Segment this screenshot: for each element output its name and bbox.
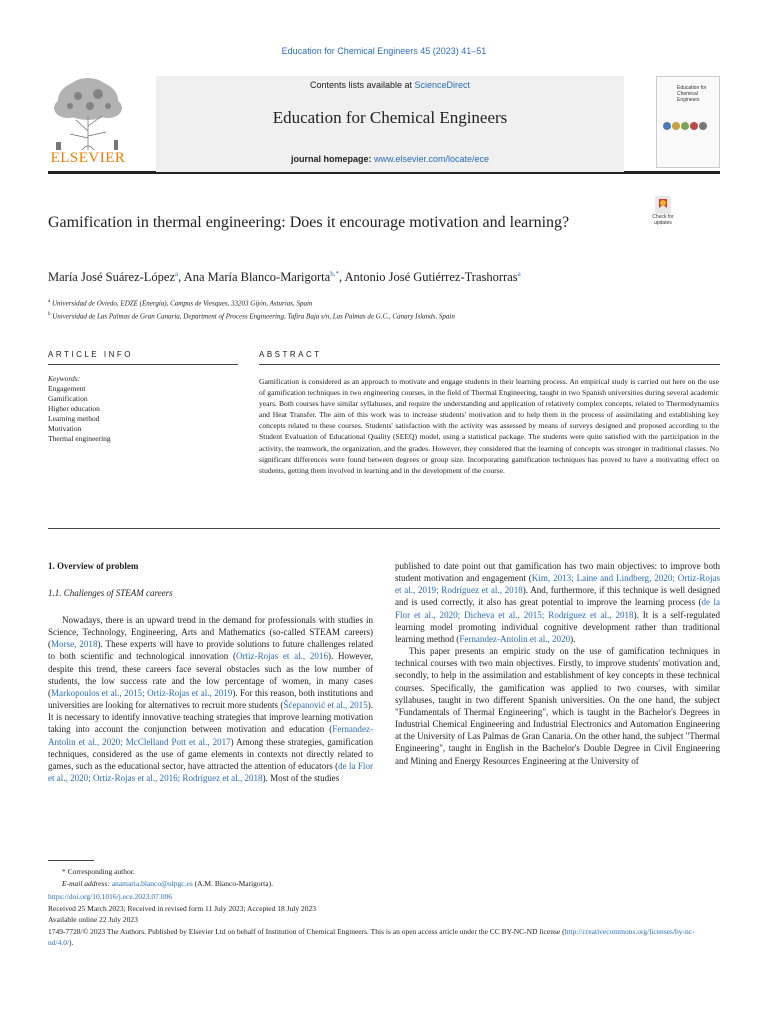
- body-text: ).: [570, 633, 576, 644]
- corresponding-author-note: * Corresponding author.: [62, 867, 135, 876]
- keyword: Thermal engineering: [48, 434, 111, 443]
- license-note: [48, 926, 720, 949]
- crossmark-button[interactable]: [646, 196, 680, 230]
- author-name[interactable]: Antonio José Gutiérrez-Trashorras: [344, 270, 518, 285]
- body-text: ). For this reason, both institutions and universities are looking for alternatives to recruit more students (: [48, 687, 374, 711]
- received-dates: Received 25 March 2023; Received in revised form 11 July 2023; Accepted 18 July 2023: [48, 903, 316, 913]
- section-heading: 1. Overview of problem: [48, 561, 139, 571]
- body-text: published to date point out that gamification has two main objectives: to improve both student motivation and engagement (: [395, 561, 720, 584]
- author-affiliation-marker[interactable]: b,*: [330, 270, 339, 278]
- homepage-prefix: journal homepage:: [290, 154, 374, 164]
- crossmark-label: Check for updates: [652, 214, 674, 226]
- affiliation-text: Universidad de Oviedo, EDZE (Energía), Campus de Viesques, 33203 Gijón, Asturias, Spain: [51, 299, 313, 308]
- affiliation-text: Universidad de Las Palmas de Gran Canaria, Department of Process Engineering, Tafira Baja s/n, Las Palmas de G.C., Canary Islands, Spain: [52, 312, 455, 321]
- citation-link[interactable]: Kim, 2013; Laine and Lindberg, 2020; Ortiz-Rojas et al., 2019; Rodríguez et al., 2018: [395, 573, 720, 596]
- body-paragraph: [395, 560, 720, 645]
- citation-link[interactable]: Šćepanović et al., 2015: [283, 700, 368, 711]
- cover-title: Education for Chemical Engineers: [677, 85, 707, 103]
- article-title: Gamification in thermal engineering: Does it encourage motivation and learning?: [48, 214, 570, 231]
- abstract-bottom-rule: [48, 528, 720, 529]
- license-link[interactable]: http://creativecommons.org/licenses/by-nc-nd/4.0/: [48, 926, 695, 947]
- body-right-column: [395, 560, 720, 767]
- body-paragraph: This paper presents an empiric study on the use of gamification techniques in technical courses with two main objectives. Firstly, to improve students' motivation and, secondly, to help in the assimilation and establishment of key concepts in these technical courses. Specifically, the gamification was applied to two courses, with similar syllabuses, taught in two different Spanish universities. On the one hand, the subject "Fundamentals of Thermal Engineering", which is taught in the Bachelor's Degrees in Industrial Chemical Engineering and Industrial Electronics and Automation Engineering at the University of Las Palmas de Gran Canaria. On the other hand, the subject "Thermal Engineering", taught in English in the Bachelor's Double Degree in Civil Engineering and Mining and Energy Resources Engineering at the University of: [395, 646, 721, 766]
- journal-header: [48, 70, 720, 174]
- crossmark-icon: [646, 196, 680, 214]
- citation-link[interactable]: de la Flor et al., 2020; Ortiz-Rojas et al., 2016; Rodríguez et al., 2018: [48, 760, 373, 784]
- journal-reference[interactable]: Education for Chemical Engineers 45 (2023) 41–51: [281, 46, 487, 56]
- affiliation-marker: a: [48, 299, 51, 304]
- body-text: Nowadays, there is an upward trend in the demand for professionals with studies in Science, Technology, Engineering, Arts and Mathematics (so-called STEAM careers) (: [48, 615, 373, 650]
- doi-link[interactable]: https://doi.org/10.1016/j.ece.2023.07.006: [48, 892, 173, 901]
- email-suffix: (A.M. Blanco-Marigorta).: [192, 878, 273, 888]
- abstract-text: Gamification is considered as an approach to motivate and engage students in their learning process. An empirical study is carried out here on the use of gamification techniques in two engineering courses, in the field of Thermal Engineering, taught in two Spanish universities during several academic years. Both courses have similar syllabuses, and require the understanding and application of relatively complex concepts, related to Thermodynamics and Heat Transfer. The aim of this work was to increase students' motivation and to help them in the process of assimilating and establishing key concepts related to these courses. Students' satisfaction with the activity was assessed by means of surveys designed and proposed according to the Student Evaluation of Educational Quality (SEEQ) model, using a statistical package. The students were quite satisfied with the participation in the activity, the teamwork, the organization, and the grades. However, they considered that the learning of concepts was stronger in traditional classes. No significant differences were found between degrees or group size. Incorporating gamification techniques has proved to have a motivating effect on students, getting them involved in learning and in the development of the course.: [259, 377, 719, 475]
- keyword: Engagement: [48, 384, 86, 393]
- license-text: 1749-7728/© 2023 The Authors. Published by Elsevier Ltd on behalf of Institution of Chemical Engineers. This is an open access article under the CC BY-NC-ND license (: [48, 926, 565, 936]
- license-suffix: ).: [69, 938, 74, 947]
- citation-link[interactable]: Fernandez-Antolin et al., 2020; McClelland Pott et al., 2017: [48, 724, 373, 747]
- keyword: Gamification: [48, 394, 88, 403]
- body-text: ). Most of the studies: [262, 773, 340, 784]
- keywords-block: [48, 374, 238, 444]
- journal-banner: [156, 76, 624, 172]
- cover-decoration: [663, 115, 708, 134]
- keywords-label: Keywords:: [48, 374, 81, 383]
- citation-link[interactable]: Ortiz-Rojas et al., 2016: [235, 651, 328, 662]
- author-name[interactable]: María José Suárez-López: [48, 270, 176, 285]
- affiliation: [48, 309, 728, 322]
- email-note: [48, 878, 720, 890]
- publisher-name: ELSEVIER: [50, 150, 126, 166]
- contents-line: [156, 80, 624, 90]
- contents-prefix: Contents lists available at: [309, 80, 415, 90]
- citation-link[interactable]: Morse, 2018: [51, 639, 98, 650]
- homepage-line: [156, 154, 624, 164]
- body-text: ). It is necessary to identify innovative teaching strategies that improve learning motivation taking into account the conjunction between motivation and education (: [48, 700, 373, 735]
- body-paragraph: [48, 614, 373, 784]
- author-list: María José Suárez-López$^a$, Ana María Blanco-Marigorta$^{b,*}$, Antonio José Gutiérrez-Trashorras$^a$: [48, 270, 521, 285]
- body-text: ). And, furthermore, if this technique is well designed and is used correctly, it also has great potential to improve the learning process (: [395, 585, 720, 608]
- keyword: Higher education: [48, 404, 100, 413]
- abstract-rule: [259, 364, 720, 365]
- citation-link[interactable]: Markopoulos et al., 2015; Ortiz-Rojas et al., 2019: [51, 687, 233, 698]
- affiliations: [48, 296, 728, 323]
- homepage-link[interactable]: www.elsevier.com/locate/ece: [373, 154, 490, 164]
- journal-cover-image[interactable]: [656, 76, 720, 168]
- keyword: Motivation: [48, 424, 82, 433]
- body-left-column: [48, 614, 373, 784]
- body-text: ). These experts will have to provide solutions to future challenges related to both scientific and technological innovation (: [48, 639, 373, 662]
- author-affiliation-marker[interactable]: a: [175, 270, 179, 278]
- affiliation-marker: b: [48, 312, 51, 318]
- body-text: ) Among these strategies, gamification techniques, considered as the use of game elements in contexts not directly related to games, such as the educational sector, have attracted the attention of educators (: [48, 736, 373, 771]
- keyword: Learning method: [48, 414, 100, 423]
- author-name[interactable]: Ana María Blanco-Marigorta: [183, 270, 331, 285]
- abstract-label: ABSTRACT: [259, 350, 322, 359]
- footnotes: [48, 866, 720, 949]
- author-affiliation-marker[interactable]: a: [517, 270, 521, 278]
- body-text: ). It is a self-regulated learning model promoting individual cognitive development rather than traditional learning method (: [395, 609, 720, 644]
- footnote-rule: [48, 860, 94, 861]
- article-info-rule: [48, 364, 238, 365]
- journal-title: Education for Chemical Engineers: [272, 108, 508, 127]
- email-link[interactable]: anamaria.blanco@ulpgc.es: [111, 878, 193, 888]
- sciencedirect-link[interactable]: ScienceDirect: [414, 80, 471, 90]
- subsection-heading: 1.1. Challenges of STEAM careers: [48, 588, 173, 598]
- email-label: E-mail address:: [62, 878, 110, 888]
- online-date: Available online 22 July 2023: [48, 915, 138, 924]
- citation-link[interactable]: Fernandez-Antolin et al., 2020: [459, 633, 571, 644]
- article-info-label: ARTICLE INFO: [48, 350, 133, 359]
- citation-link[interactable]: de la Flor et al., 2020; Dicheva et al., 2015; Rodríguez et al., 2018: [395, 597, 720, 620]
- body-text: ). However, despite this trend, these careers face several obstacles such as the low number of students, the low success rate and the low percentage of women, in many cases (: [48, 651, 373, 698]
- affiliation: [48, 296, 728, 309]
